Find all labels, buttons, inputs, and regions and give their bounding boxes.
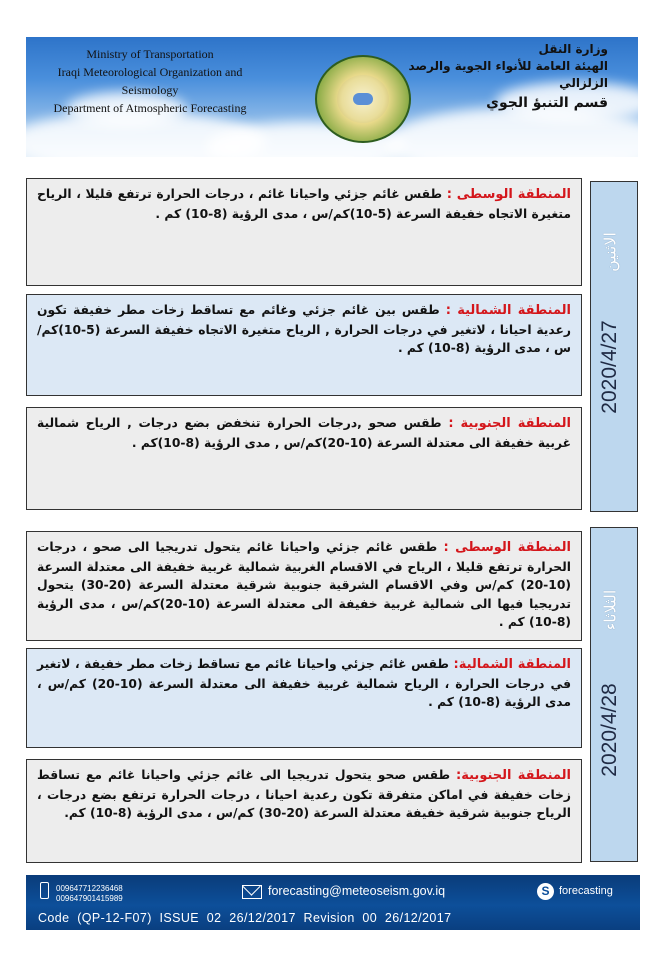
forecast-text: طقس غائم جزئي واحيانا غائم مع تساقط زخات مطر خفيفة ، لاتغير في درجات الحرارة ، الرياح شمالية غربية خفيفة الى معتدلة السرعة (10-20) كم/س ، مدى الرؤية (8-10) كم . bbox=[37, 657, 571, 709]
forecast-day1-north bbox=[26, 294, 582, 396]
forecast-day2-central bbox=[26, 531, 582, 641]
header-banner bbox=[26, 37, 638, 157]
forecast-day2-north bbox=[26, 648, 582, 748]
english-org-title: Ministry of Transportation Iraqi Meteorological Organization and Seismology Department of Atmospheric Forecasting bbox=[53, 47, 247, 115]
date-band-day1 bbox=[590, 181, 638, 512]
forecast-text: طقس غائم جزئي واحيانا غائم يتحول تدريجيا الى صحو ، درجات الحرارة ترتفع قليلا ، الرياح في الاقسام الغربية شمالية غربية خفيفة الى معتدلة السرعة (10-20) كم/س وفي الاقسام الشرقية جنوبية شرقية معتدلة السرعة (20-30) يتحول تدريجيا فيها الى شمالية غربية خفيفة الى معتدلة السرعة (10-20)كم/س ، مدى الرؤية (8-10) كم . bbox=[37, 540, 572, 629]
forecast-text: طقس غائم جزئي واحيانا غائم ، درجات الحرارة ترتفع قليلا ، الرياح متغيرة الاتجاه خفيفة السرعة (5-10)كم/س ، مدى الرؤية (8-10) كم . bbox=[37, 187, 571, 221]
region-label: المنطقة الشمالية: bbox=[453, 657, 572, 672]
arabic-org-title: وزارة النقل الهيئة العامة للأنواء الجوية والرصد الزلزالي قسم التنبؤ الجوي bbox=[408, 42, 608, 111]
skype-id[interactable]: forecasting bbox=[559, 885, 613, 897]
envelope-icon bbox=[242, 885, 262, 899]
forecast-day1-south bbox=[26, 407, 582, 510]
dayname-day2: الثلاثاء bbox=[600, 589, 620, 630]
email-link[interactable]: forecasting@meteoseism.gov.iq bbox=[268, 884, 446, 898]
forecast-day2-south bbox=[26, 759, 582, 863]
date-band-day2 bbox=[590, 527, 638, 862]
mobile-phone-icon bbox=[40, 882, 49, 899]
date-day1: 2020/4/27 bbox=[598, 319, 621, 414]
phone-numbers bbox=[56, 884, 123, 904]
forecast-text: طقس صحو يتحول تدريجيا الى غائم جزئي واحيانا غائم مع تساقط زخات خفيفة في اماكن متفرقة تكون رعدية احيانا ، درجات الحرارة ترتفع بضع درجات ، الرياح جنوبية شرقية خفيفة معتدلة السرعة (20-30) كم/س ، مدى الرؤية (8-10) كم. bbox=[37, 768, 571, 820]
region-label: المنطقة الوسطى : bbox=[446, 187, 572, 202]
region-label: المنطقة الجنوبية : bbox=[448, 416, 571, 431]
forecast-day1-central bbox=[26, 178, 582, 286]
footer-bar bbox=[26, 875, 640, 930]
skype-icon: S bbox=[537, 883, 554, 900]
region-label: المنطقة الجنوبية: bbox=[456, 768, 571, 783]
dayname-day1: الاثنين bbox=[600, 231, 620, 272]
document-code-line: Code (QP-12-F07) ISSUE 02 26/12/2017 Revision 00 26/12/2017 bbox=[38, 911, 452, 925]
date-day2: 2020/4/28 bbox=[598, 682, 621, 777]
phone-1: 009647712236468 bbox=[56, 884, 123, 893]
forecast-text: طقس صحو ,درجات الحرارة تنخفض بضع درجات , الرياح شمالية غربية خفيفة الى معتدلة السرعة (10-20)كم/س , مدى الرؤية (8-10)كم . bbox=[37, 416, 571, 450]
region-label: المنطقة الشمالية : bbox=[445, 303, 571, 318]
forecast-text: طقس بين غائم جزئي وغائم مع تساقط زخات مطر خفيفة تكون رعدية احيانا ، لاتغير في درجات الحرارة , الرياح متغيرة الاتجاه خفيفة السرعة (5-10)كم/س ، مدى الرؤية (8-10) كم . bbox=[37, 303, 571, 355]
imos-logo bbox=[315, 55, 411, 143]
phone-2: 009647901415989 bbox=[56, 894, 123, 903]
region-label: المنطقة الوسطى : bbox=[443, 540, 572, 555]
